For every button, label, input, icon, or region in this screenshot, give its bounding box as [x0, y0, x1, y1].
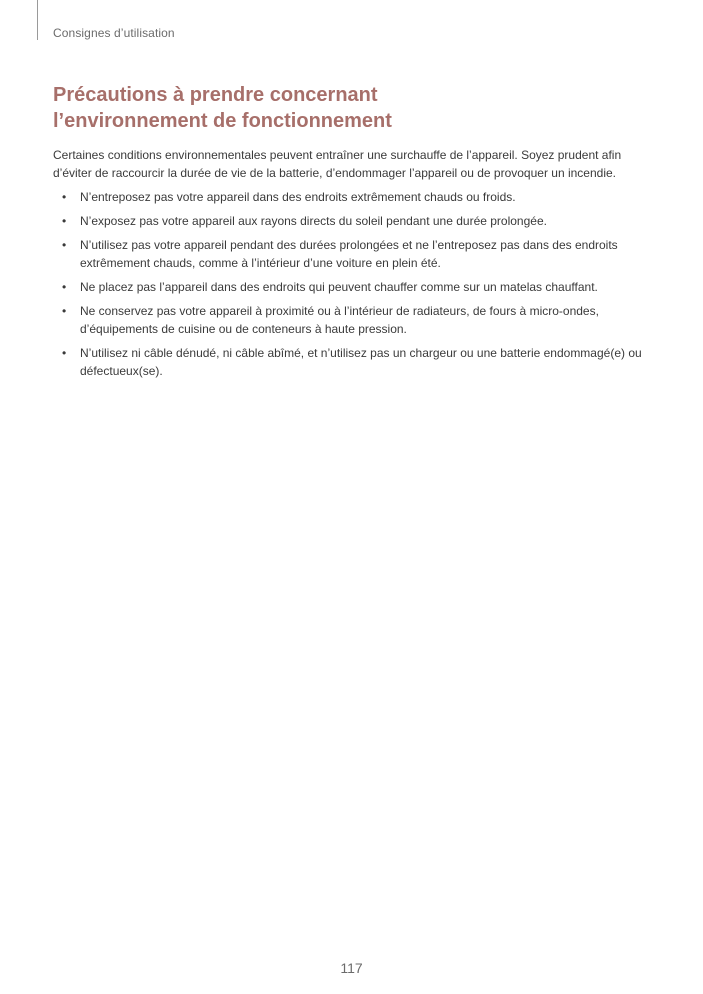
list-item [53, 302, 653, 338]
bullet-icon: • [62, 190, 67, 204]
bullet-icon: • [62, 280, 67, 294]
bullet-icon: • [62, 214, 67, 228]
list-item [53, 278, 653, 296]
list-item-text: N’exposez pas votre appareil aux rayons directs du soleil pendant une durée prolongée. [80, 214, 547, 228]
list-item-text: N’entreposez pas votre appareil dans des endroits extrêmement chauds ou froids. [80, 190, 516, 204]
precautions-list [53, 188, 653, 380]
page-number: 117 [340, 960, 363, 976]
list-item-text: N’utilisez ni câble dénudé, ni câble abîmé, et n’utilisez pas un chargeur ou une batterie endommagé(e) ou défectueux(se). [80, 346, 642, 378]
section-content [53, 82, 653, 386]
list-item [53, 236, 653, 272]
bullet-icon: • [62, 346, 67, 360]
list-item [53, 188, 653, 206]
list-item [53, 344, 653, 380]
list-item-text: N’utilisez pas votre appareil pendant des durées prolongées et ne l’entreposez pas dans des endroits extrêmement chauds, comme à l’intérieur d’une voiture en plein été. [80, 238, 618, 270]
list-item-text: Ne placez pas l’appareil dans des endroits qui peuvent chauffer comme sur un matelas chauffant. [80, 280, 598, 294]
header-rule [37, 0, 38, 40]
section-title: Précautions à prendre concernant l’environnement de fonctionnement [53, 84, 392, 132]
bullet-icon: • [62, 304, 67, 318]
running-header: Consignes d’utilisation [53, 26, 175, 40]
list-item-text: Ne conservez pas votre appareil à proximité ou à l’intérieur de radiateurs, de fours à micro-ondes, d’équipements de cuisine ou de conteneurs à haute pression. [80, 304, 599, 336]
section-intro: Certaines conditions environnementales peuvent entraîner une surchauffe de l’appareil. Soyez prudent afin d’éviter de raccourcir la durée de vie de la batterie, d’endommager l’appareil ou de provoquer un incendie. [53, 148, 622, 180]
bullet-icon: • [62, 238, 67, 252]
list-item [53, 212, 653, 230]
